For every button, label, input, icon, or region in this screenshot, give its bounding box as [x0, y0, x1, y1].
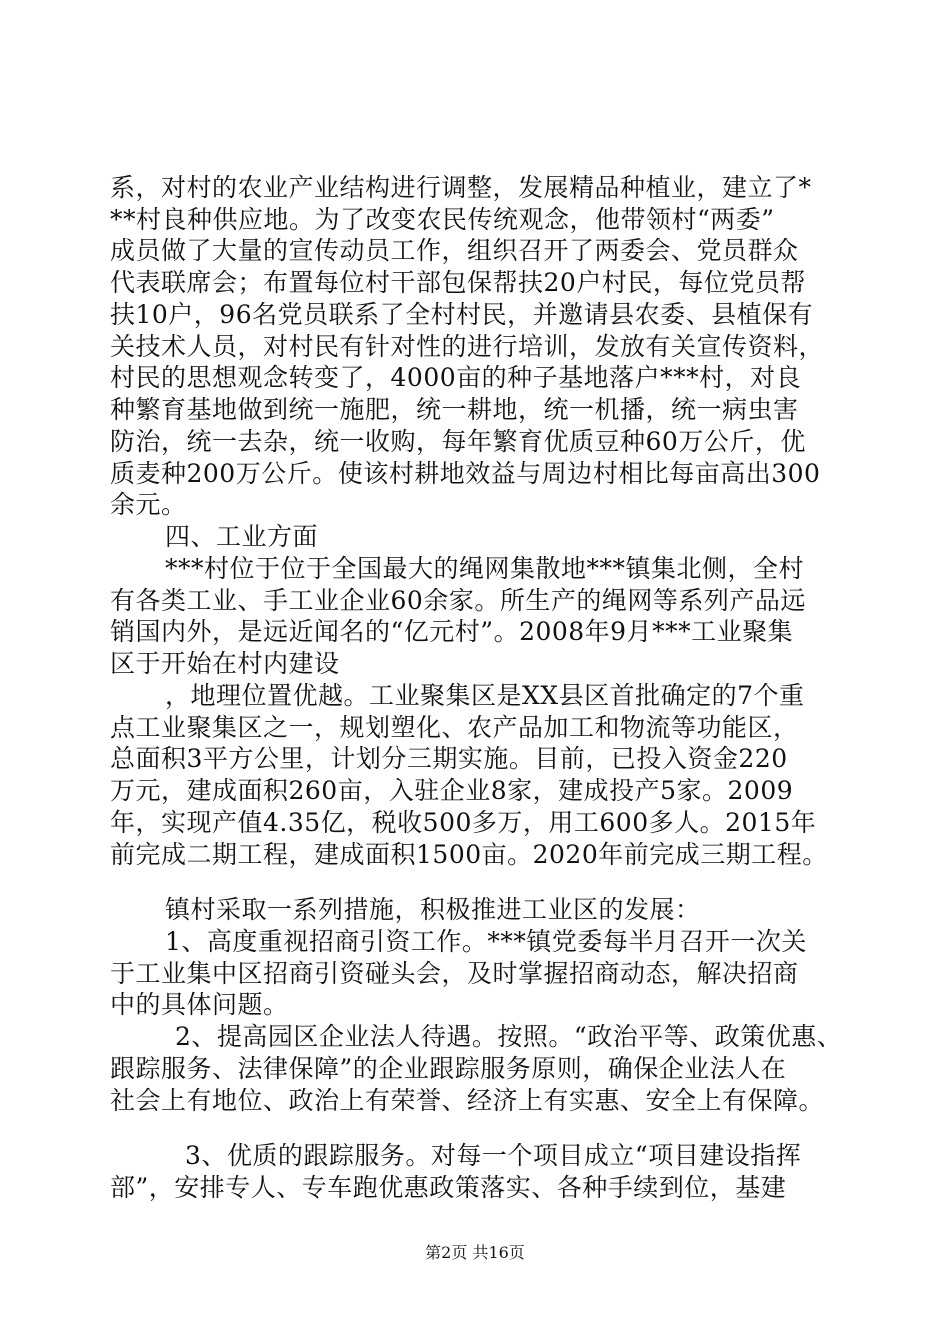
body-text-line: 跟踪服务、法律保障”的企业跟踪服务原则，确保企业法人在	[110, 1054, 787, 1083]
body-text-line: 系，对村的农业产业结构进行调整，发展精品种植业，建立了*	[110, 173, 812, 202]
body-text-line: 点工业聚集区之一，规划塑化、农产品加工和物流等功能区，	[110, 713, 799, 742]
list-item-text: 1、高度重视招商引资工作。***镇党委每半月召开一次关	[165, 927, 807, 956]
body-text-line: 前完成二期工程，建成面积1500亩。2020年前完成三期工程。	[110, 840, 828, 869]
body-text-line: ***村位于位于全国最大的绳网集散地***镇集北侧，全村	[165, 554, 805, 583]
body-text-line: 种繁育基地做到统一施肥，统一耕地，统一机播，统一病虫害	[110, 395, 799, 424]
body-text-line: 年，实现产值4.35亿，税收500多万，用工600多人。2015年	[110, 808, 817, 837]
section-heading: 四、工业方面	[165, 522, 319, 551]
body-text-line: 镇村采取一系列措施，积极推进工业区的发展：	[165, 895, 701, 924]
body-text-line: 有各类工业、手工业企业60余家。所生产的绳网等系列产品远	[110, 586, 806, 615]
body-text-line: 余元。	[110, 490, 187, 519]
list-item-text: 2、提高园区企业法人待遇。按照。“政治平等、政策优惠、	[175, 1022, 843, 1051]
body-text-line: 部”，安排专人、专车跑优惠政策落实、各种手续到位，基建	[110, 1173, 787, 1202]
body-text-line: 销国内外，是远近闻名的“亿元村”。2008年9月***工业聚集	[110, 617, 794, 646]
body-text-line: 于工业集中区招商引资碰头会，及时掌握招商动态，解决招商	[110, 959, 799, 988]
body-text-line: 扶10户，96名党员联系了全村村民，并邀请县农委、县植保有	[110, 300, 814, 329]
body-text-line: 村民的思想观念转变了，4000亩的种子基地落户***村，对良	[110, 363, 802, 392]
body-text-line: **村良种供应地。为了改变农民传统观念，他带领村“两委”	[110, 205, 775, 234]
body-text-line: 中的具体问题。	[110, 990, 289, 1019]
page-footer: 第2页 共16页	[425, 1243, 525, 1262]
body-text-line: 质麦种200万公斤。使该村耕地效益与周边村相比每亩高出300	[110, 459, 821, 488]
body-text-line: 区于开始在村内建设	[110, 649, 340, 678]
body-text-line: 总面积3平方公里，计划分三期实施。目前，已投入资金220	[110, 744, 788, 773]
body-text-line: 关技术人员，对村民有针对性的进行培训，发放有关宣传资料，	[110, 332, 825, 361]
body-text-line: 社会上有地位、政治上有荣誉、经济上有实惠、安全上有保障。	[110, 1086, 825, 1115]
body-text-line: 万元，建成面积260亩，入驻企业8家，建成投产5家。2009	[110, 776, 794, 805]
body-text-line: 代表联席会；布置每位村干部包保帮扶20户村民，每位党员帮	[110, 268, 806, 297]
body-text-line: 成员做了大量的宣传动员工作，组织召开了两委会、党员群众	[110, 236, 799, 265]
body-text-line: ，地理位置优越。工业聚集区是XX县区首批确定的7个重	[165, 681, 805, 710]
list-item-text: 3、优质的跟踪服务。对每一个项目成立“项目建设指挥	[185, 1141, 802, 1170]
body-text-line: 防治，统一去杂，统一收购，每年繁育优质豆种60万公斤，优	[110, 427, 806, 456]
